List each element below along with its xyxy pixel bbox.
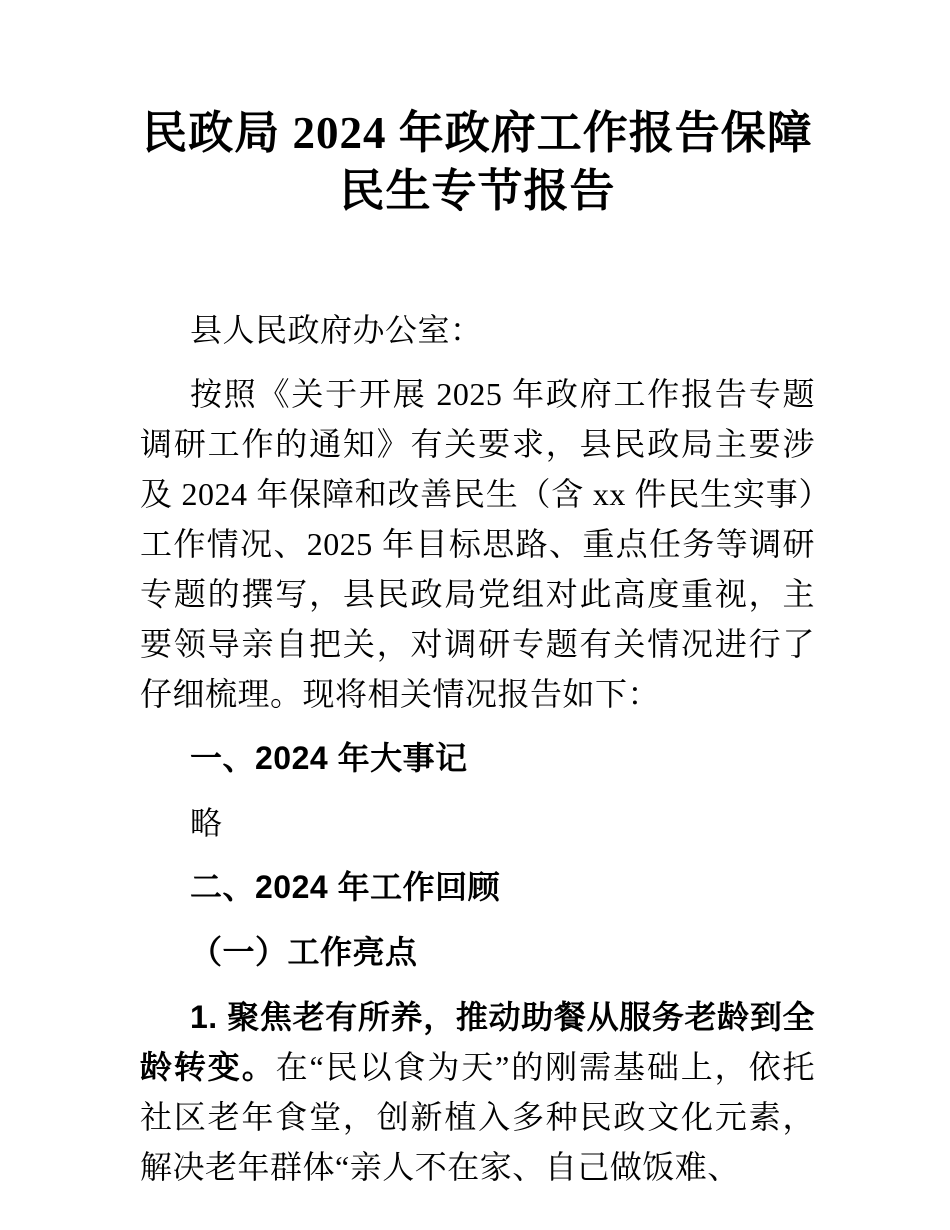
section-heading-work-review-2024: 二、2024 年工作回顾 xyxy=(190,869,501,905)
placeholder-paragraph-omitted: 略 xyxy=(190,805,223,841)
section-heading-events-2024: 一、2024 年大事记 xyxy=(190,740,468,776)
subsection-heading-work-highlights: （一）工作亮点 xyxy=(190,934,418,970)
highlight-paragraph xyxy=(140,992,815,1192)
highlight-paragraph-text: 在“民以食为天”的刚需基础上，依托社区老年食堂，创新植入多种民政文化元素，解决老年群体“亲人不在家、自己做饭难、 xyxy=(140,1049,815,1185)
salutation-paragraph: 县人民政府办公室： xyxy=(190,312,483,348)
document-title: 民政局 2024 年政府工作报告保障民生专节报告 xyxy=(142,108,813,216)
highlight-paragraph-bold-lead: 1. 聚焦老有所养，推动助餐从服务老龄到全龄转变。 xyxy=(140,999,815,1085)
intro-paragraph: 按照《关于开展 2025 年政府工作报告专题调研工作的通知》有关要求，县民政局主要涉及 2024 年保障和改善民生（含 xx 件民生实事）工作情况、2025 年目标思路、重点任务等调研专题的撰写，县民政局党组对此高度重视，主要领导亲自把关，对调研专题有关情况进行了仔细梳理。现将相关情况报告如下： xyxy=(140,376,815,712)
